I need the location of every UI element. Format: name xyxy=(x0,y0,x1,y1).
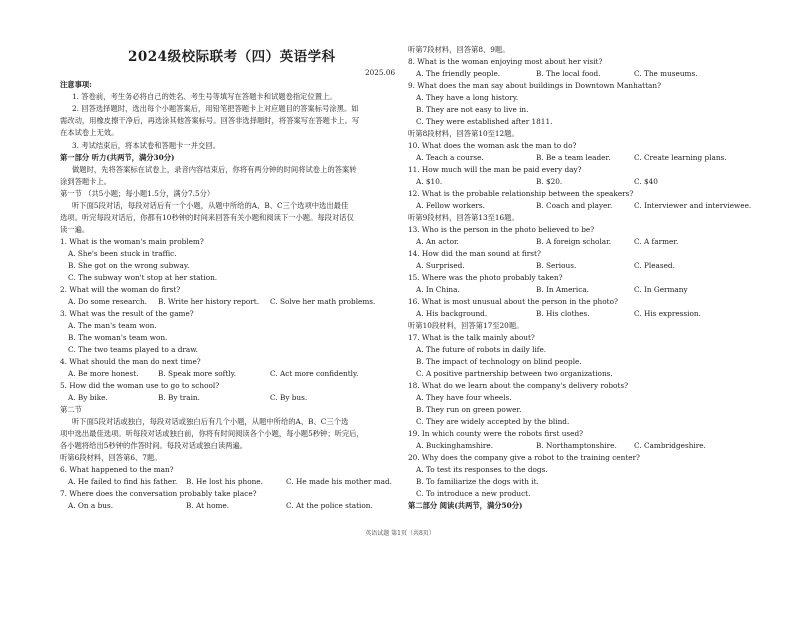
option-7c: C. At the police station. xyxy=(286,501,373,510)
option-20b: B. To familiarize the dogs with it. xyxy=(416,477,539,486)
page-footer: 英语试题 第1页（共8页） xyxy=(365,530,435,537)
option-19b: B. Northamptonshire. xyxy=(536,441,617,450)
exam-date: 2025.06 xyxy=(365,68,396,77)
option-10c: C. Create learning plans. xyxy=(634,153,727,162)
part2-heading: 第二部分 阅读(共两节，满分50分) xyxy=(408,501,523,510)
option-8b: B. The local food. xyxy=(536,69,601,78)
question-6: 6. What happened to the man? xyxy=(60,465,174,474)
option-2c: C. Solve her math problems. xyxy=(270,297,376,306)
option-15c: C. In Germany xyxy=(634,285,688,294)
question-3: 3. What was the result of the game? xyxy=(60,309,194,318)
notes-line: 在本试卷上无效。 xyxy=(60,128,119,137)
option-12b: B. Coach and player. xyxy=(536,201,613,210)
option-4a: A. Be more honest. xyxy=(68,369,139,378)
part1-intro-line: 涂到答题卡上。 xyxy=(60,177,112,186)
part1-heading: 第一部分 听力(共两节，满分30分) xyxy=(60,153,175,162)
question-10: 10. What does the woman ask the man to do? xyxy=(408,141,577,150)
section1-intro-line: 听下面5段对话，每段对话后有一个小题，从题中所给的A、B、C三个选项中选出最佳 xyxy=(72,201,349,210)
option-6c: C. He made his mother mad. xyxy=(286,477,392,486)
option-1c: C. The subway won't stop at her station. xyxy=(68,273,218,282)
option-2a: A. Do some research. xyxy=(68,297,147,306)
notes-line: 2. 回答选择题时，选出每个小题答案后，用铅笔把答题卡上对应题目的答案标号涂黑。如 xyxy=(72,104,359,113)
option-4b: B. Speak more softly. xyxy=(158,369,237,378)
option-8a: A. The friendly people. xyxy=(416,69,501,78)
option-17a: A. The future of robots in daily life. xyxy=(416,345,547,354)
question-17: 17. What is the talk mainly about? xyxy=(408,333,535,342)
option-18a: A. They have four wheels. xyxy=(416,393,512,402)
option-15a: A. In China. xyxy=(416,285,460,294)
option-14c: C. Pleased. xyxy=(634,261,675,270)
option-11c: C. $40 xyxy=(634,177,658,186)
option-13c: C. A farmer. xyxy=(634,237,679,246)
question-9: 9. What does the man say about buildings in Downtown Manhattan? xyxy=(408,81,661,90)
question-4: 4. What should the man do next time? xyxy=(60,357,201,366)
page-title: 2024级校际联考（四）英语学科 xyxy=(128,49,336,65)
option-13a: A. An actor. xyxy=(416,237,459,246)
question-1: 1. What is the woman's main problem? xyxy=(60,237,204,246)
question-19: 19. In which county were the robots first used? xyxy=(408,429,584,438)
option-1a: A. She's been stuck in traffic. xyxy=(68,249,177,258)
section1-intro-line: 读一遍。 xyxy=(60,225,90,234)
option-5b: B. By train. xyxy=(158,393,200,402)
option-9b: B. They are not easy to live in. xyxy=(416,105,529,114)
option-9c: C. They were established after 1811. xyxy=(416,117,553,126)
option-11b: B. $20. xyxy=(536,177,563,186)
section1-intro-line: 选项。听完每段对话后，你都有10秒钟的时间来回答有关小题和阅读下一小题。每段对话仅 xyxy=(60,213,354,222)
notes-line: 1. 答卷前，考生务必将自己的姓名、考生号等填写在答题卡和试题卷指定位置上。 xyxy=(72,92,337,101)
notes-line: 需改动，用橡皮擦干净后，再选涂其他答案标号。回答非选择题时，将答案写在答题卡上。写 xyxy=(60,116,360,125)
option-20c: C. To introduce a new product. xyxy=(416,489,531,498)
section2-intro-line: 各小题将给出5秒钟的作答时间。每段对话或独白读两遍。 xyxy=(60,441,248,450)
question-11: 11. How much will the man be paid every day? xyxy=(408,165,582,174)
option-17c: C. A positive partnership between two organizations. xyxy=(416,369,613,378)
option-3a: A. The man's team won. xyxy=(68,321,157,330)
question-12: 12. What is the probable relationship between the speakers? xyxy=(408,189,634,198)
option-8c: C. The museums. xyxy=(634,69,698,78)
notes-line: 3. 考试结束后，将本试卷和答题卡一并交回。 xyxy=(72,141,220,150)
option-9a: A. They have a long history. xyxy=(416,93,519,102)
section2-intro-line: 项中选出最佳选项。听每段对话或独白前，你将有时间阅读各个小题，每小题5秒钟；听完后， xyxy=(60,429,364,438)
option-12a: A. Fellow workers. xyxy=(416,201,485,210)
question-20: 20. Why does the company give a robot to the training center? xyxy=(408,453,640,462)
question-5: 5. How did the woman use to go to school? xyxy=(60,381,220,390)
option-10b: B. Be a team leader. xyxy=(536,153,611,162)
option-16a: A. His background. xyxy=(416,309,488,318)
option-16c: C. His expression. xyxy=(634,309,701,318)
material-label: 听第8段材料，回答第10至12题。 xyxy=(408,129,519,138)
section2-intro-line: 听下面5段对话或独白，每段对话或独白后有几个小题，从题中所给的A、B、C三个选 xyxy=(72,417,349,426)
question-7: 7. Where does the conversation probably take place? xyxy=(60,489,257,498)
option-2b: B. Write her history report. xyxy=(158,297,260,306)
option-7b: B. At home. xyxy=(186,501,230,510)
option-10a: A. Teach a course. xyxy=(416,153,484,162)
option-14b: B. Serious. xyxy=(536,261,577,270)
option-4c: C. Act more confidently. xyxy=(270,369,359,378)
option-6a: A. He failed to find his father. xyxy=(68,477,178,486)
section1-heading: 第一节 （共5小题；每小题1.5分，满分7.5分） xyxy=(60,189,215,198)
option-7a: A. On a bus. xyxy=(68,501,114,510)
option-20a: A. To test its responses to the dogs. xyxy=(416,465,548,474)
option-13b: B. A foreign scholar. xyxy=(536,237,612,246)
option-19c: C. Cambridgeshire. xyxy=(634,441,706,450)
option-16b: B. His clothes. xyxy=(536,309,590,318)
option-11a: A. $10. xyxy=(416,177,443,186)
part1-intro-line: 做题时，先将答案标在试卷上，录音内容结束后，你将有两分钟的时间将试卷上的答案转 xyxy=(72,165,357,174)
option-1b: B. She got on the wrong subway. xyxy=(68,261,190,270)
question-15: 15. Where was the photo probably taken? xyxy=(408,273,563,282)
option-17b: B. The impact of technology on blind people. xyxy=(416,357,582,366)
notes-heading: 注意事项: xyxy=(60,80,92,89)
question-13: 13. Who is the person in the photo believed to be? xyxy=(408,225,595,234)
section2-heading: 第二节 xyxy=(60,405,82,414)
option-5c: C. By bus. xyxy=(270,393,308,402)
question-8: 8. What is the woman enjoying most about her visit? xyxy=(408,57,603,66)
option-5a: A. By bike. xyxy=(68,393,108,402)
question-18: 18. What do we learn about the company's delivery robots? xyxy=(408,381,629,390)
option-15b: B. In America. xyxy=(536,285,589,294)
option-12c: C. Interviewer and interviewee. xyxy=(634,201,752,210)
material-label: 听第9段材料，回答第13至16题。 xyxy=(408,213,519,222)
material-label: 听第6段材料，回答第6、7题。 xyxy=(60,453,162,462)
option-3b: B. The woman's team won. xyxy=(68,333,168,342)
option-18c: C. They are widely accepted by the blind. xyxy=(416,417,570,426)
option-19a: A. Buckinghamshire. xyxy=(416,441,494,450)
question-14: 14. How did the man sound at first? xyxy=(408,249,541,258)
material-label: 听第7段材料，回答第8、9题。 xyxy=(408,45,510,54)
option-14a: A. Surprised. xyxy=(416,261,465,270)
question-2: 2. What will the woman do first? xyxy=(60,285,181,294)
option-18b: B. They run on green power. xyxy=(416,405,522,414)
option-6b: B. He lost his phone. xyxy=(186,477,263,486)
option-3c: C. The two teams played to a draw. xyxy=(68,345,198,354)
material-label: 听第10段材料，回答第17至20题。 xyxy=(408,321,524,330)
question-16: 16. What is most unusual about the person in the photo? xyxy=(408,297,618,306)
